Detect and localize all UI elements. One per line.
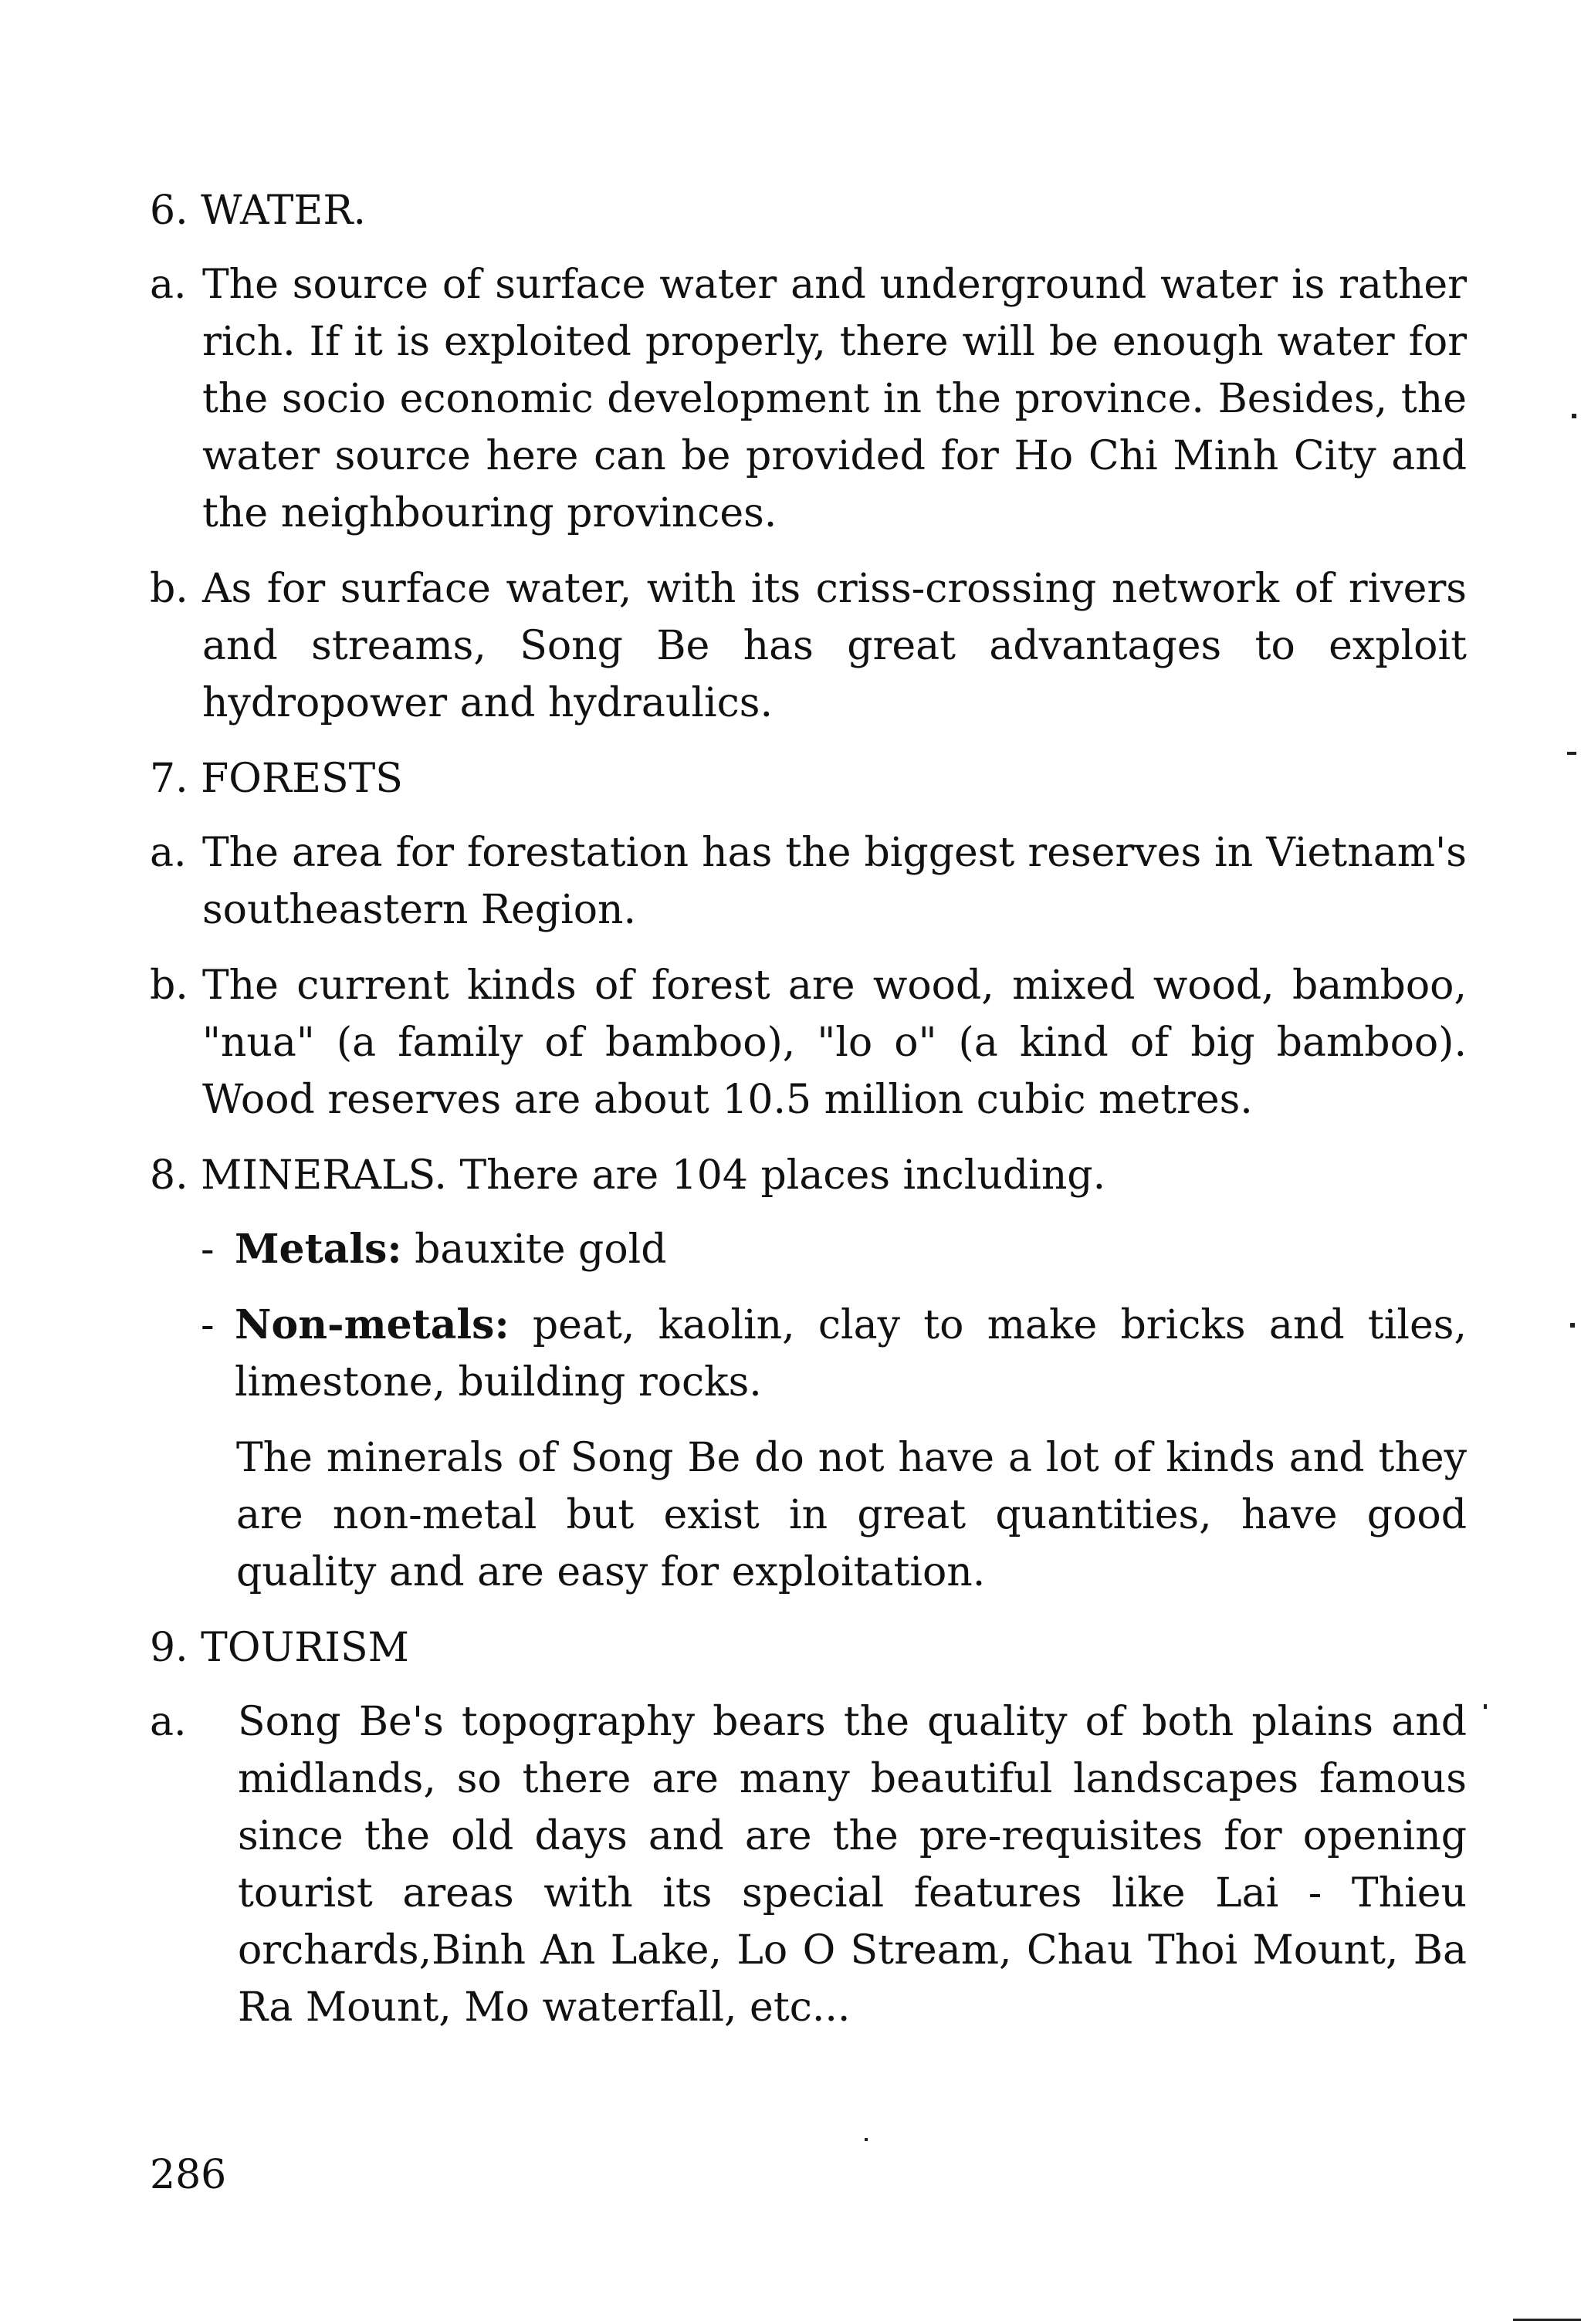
- item-marker: -: [201, 1302, 215, 1348]
- scan-speck: [1567, 752, 1576, 755]
- item-text: Song Be's topography bears the quality of both plains and midlands, so there are many beautiful landscapes famous since the old days and are the pre-requisites for opening tourist areas with its special features like Lai - Thieu orchards,Binh An Lake, Lo O Stream, Chau Thoi Mount, Ba Ra Mount, Mo waterfall, etc...: [238, 1699, 1467, 2031]
- list-item: [201, 1221, 1467, 1278]
- section-heading-water: 6. WATER.: [150, 188, 367, 234]
- item-marker: b.: [150, 962, 188, 1009]
- list-item: [201, 1297, 1467, 1411]
- list-item: [150, 957, 1467, 1128]
- item-text: The source of surface water and underground water is rather rich. If it is exploited properly, there will be enough water for the socio economic development in the province. Besides, the water source here can be provided for Ho Chi Minh City and the neighbouring provinces.: [202, 262, 1467, 536]
- item-marker: a.: [150, 830, 187, 876]
- nonmetals-label: Non-metals:: [235, 1301, 510, 1348]
- item-text: As for surface water, with its criss-crossing network of rivers and streams, Song Be has great advantages to exploit hydropower and hydraulics.: [202, 566, 1467, 726]
- item-text: The current kinds of forest are wood, mixed wood, bamboo, "nua" (a family of bamboo), "lo o" (a kind of big bamboo). Wood reserves are about 10.5 million cubic metres.: [202, 962, 1467, 1123]
- item-marker: -: [201, 1226, 215, 1273]
- item-marker: a.: [150, 262, 187, 308]
- item-text: [235, 1297, 1467, 1411]
- scan-speck: [865, 2138, 868, 2141]
- page-number: 286: [150, 2152, 227, 2198]
- list-item: [150, 824, 1467, 939]
- scan-speck: [1513, 2319, 1581, 2321]
- list-item: [150, 1693, 1467, 2036]
- list-item: [150, 560, 1467, 732]
- item-text: [235, 1221, 1467, 1278]
- minerals-summary: The minerals of Song Be do not have a lot of kinds and they are non-metal but exist in great quantities, have good quality and are easy for exploitation.: [236, 1435, 1467, 1595]
- metals-label: Metals:: [235, 1226, 402, 1273]
- item-marker: a.: [150, 1699, 187, 1745]
- scan-speck: [1484, 1704, 1487, 1709]
- item-marker: b.: [150, 566, 188, 612]
- metals-text: bauxite gold: [401, 1226, 667, 1273]
- section-heading-minerals: 8. MINERALS. There are 104 places including.: [150, 1152, 1106, 1199]
- list-item: [150, 256, 1467, 542]
- page-content: [150, 182, 1467, 2055]
- section-heading-tourism: 9. TOURISM: [150, 1625, 409, 1671]
- scan-speck: [1570, 1323, 1575, 1328]
- scan-speck: [1572, 414, 1576, 418]
- section-heading-forests: 7. FORESTS: [150, 756, 403, 802]
- nonmetals-text: peat, kaolin, clay to make bricks and tiles, limestone, building rocks.: [235, 1302, 1467, 1406]
- item-text: The area for forestation has the biggest reserves in Vietnam's southeastern Region.: [202, 830, 1467, 933]
